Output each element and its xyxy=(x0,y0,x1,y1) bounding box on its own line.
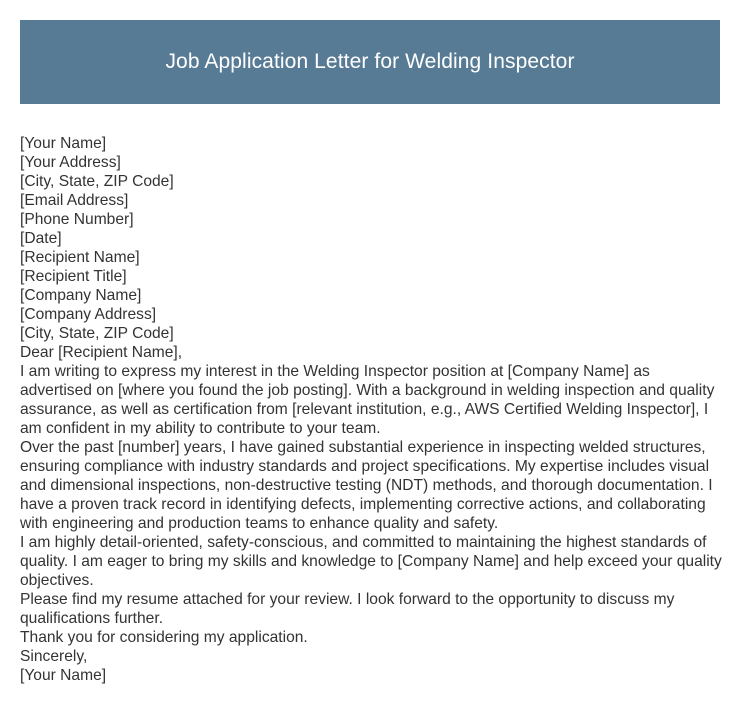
sender-city-state-zip: [City, State, ZIP Code] xyxy=(20,173,174,190)
sender-address: [Your Address] xyxy=(20,154,121,171)
paragraph-intro: I am writing to express my interest in the Welding Inspector position at [Company Name] as advertised on [where you found the job posting]. With a background in welding inspection and quality assurance, as well as certification from [relevant institution, e.g., AWS Certified Welding Inspector], I am confident in my ability to contribute to your team. xyxy=(20,363,715,437)
letter-body xyxy=(20,134,725,685)
letter-date: [Date] xyxy=(20,230,62,247)
paragraph-thanks: Thank you for considering my application. xyxy=(20,629,308,646)
paragraph-qualities: I am highly detail-oriented, safety-conscious, and committed to maintaining the highest standards of quality. I am eager to bring my skills and knowledge to [Company Name] and help exceed your quality objectives. xyxy=(20,534,722,589)
title-banner xyxy=(20,20,720,104)
recipient-company: [Company Name] xyxy=(20,287,142,304)
recipient-address: [Company Address] xyxy=(20,306,157,323)
signature: [Your Name] xyxy=(20,667,107,684)
page-title: Job Application Letter for Welding Inspector xyxy=(165,50,575,73)
salutation: Dear [Recipient Name], xyxy=(20,344,183,361)
recipient-city-state-zip: [City, State, ZIP Code] xyxy=(20,325,174,342)
paragraph-resume: Please find my resume attached for your review. I look forward to the opportunity to discuss my qualifications further. xyxy=(20,591,675,627)
recipient-title: [Recipient Title] xyxy=(20,268,127,285)
sender-phone: [Phone Number] xyxy=(20,211,134,228)
sender-name: [Your Name] xyxy=(20,135,107,152)
paragraph-experience: Over the past [number] years, I have gained substantial experience in inspecting welded structures, ensuring compliance with industry standards and project specifications. My expertise includes visual and dimensional inspections, non-destructive testing (NDT) methods, and thorough documentation. I have a proven track record in identifying defects, implementing corrective actions, and collaborating with engineering and production teams to enhance quality and safety. xyxy=(20,439,713,532)
recipient-name: [Recipient Name] xyxy=(20,249,140,266)
closing: Sincerely, xyxy=(20,648,88,665)
sender-email: [Email Address] xyxy=(20,192,129,209)
